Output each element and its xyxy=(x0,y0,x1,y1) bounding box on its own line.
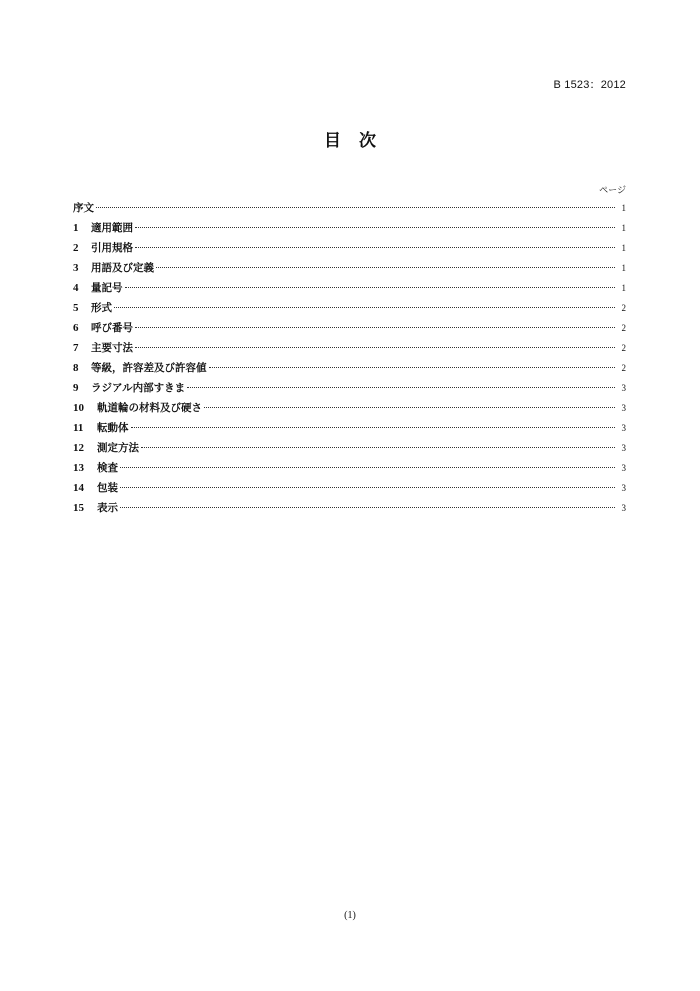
toc-entry-page: 3 xyxy=(621,403,626,413)
toc-entry-page: 1 xyxy=(621,243,626,253)
toc-dot-leader xyxy=(96,207,615,208)
toc-entry-label: 形式 xyxy=(91,302,112,314)
toc-dot-leader xyxy=(209,367,616,368)
toc-dot-leader xyxy=(120,487,615,488)
toc-entry-2[interactable] xyxy=(73,238,626,258)
toc-entry-label: 転動体 xyxy=(97,422,129,434)
toc-entry-number: 14 xyxy=(73,482,84,494)
toc-entry-label: 序文 xyxy=(73,202,94,214)
footer-page-number: (1) xyxy=(344,910,356,921)
toc-entry-5[interactable] xyxy=(73,298,626,318)
toc-entry-3[interactable] xyxy=(73,258,626,278)
table-of-contents xyxy=(73,198,626,518)
toc-dot-leader xyxy=(187,387,615,388)
toc-entry-number: 4 xyxy=(73,282,79,294)
toc-entry-14[interactable] xyxy=(73,478,626,498)
toc-entry-page: 2 xyxy=(621,343,626,353)
toc-entry-label: 包装 xyxy=(97,482,118,494)
toc-entry-page: 1 xyxy=(621,263,626,273)
toc-entry-page: 2 xyxy=(621,303,626,313)
toc-entry-label: 測定方法 xyxy=(97,442,139,454)
toc-entry-page: 2 xyxy=(621,323,626,333)
toc-entry-number: 8 xyxy=(73,362,79,374)
toc-entry-label: 軌道輪の材料及び硬さ xyxy=(97,402,202,414)
toc-entry-12[interactable] xyxy=(73,438,626,458)
toc-entry-label: 用語及び定義 xyxy=(91,262,154,274)
toc-entry-page: 3 xyxy=(621,423,626,433)
toc-dot-leader xyxy=(120,507,615,508)
toc-entry-number: 2 xyxy=(73,242,79,254)
toc-entry-number: 15 xyxy=(73,502,84,514)
toc-dot-leader xyxy=(114,307,615,308)
page-column-label: ページ xyxy=(599,186,626,196)
toc-entry-number: 5 xyxy=(73,302,79,314)
toc-dot-leader xyxy=(141,447,615,448)
toc-dot-leader xyxy=(135,327,615,328)
page-title: 目次 xyxy=(324,131,394,151)
toc-entry-number: 6 xyxy=(73,322,79,334)
toc-entry-preface[interactable] xyxy=(73,198,626,218)
toc-entry-page: 1 xyxy=(621,283,626,293)
toc-entry-label: 呼び番号 xyxy=(91,322,133,334)
toc-entry-number: 12 xyxy=(73,442,84,454)
toc-dot-leader xyxy=(135,227,615,228)
toc-entry-9[interactable] xyxy=(73,378,626,398)
toc-entry-label: 量記号 xyxy=(91,282,123,294)
toc-entry-label: 主要寸法 xyxy=(91,342,133,354)
toc-entry-page: 3 xyxy=(621,483,626,493)
toc-entry-label: ラジアル内部すきま xyxy=(91,382,186,394)
toc-entry-number: 9 xyxy=(73,382,79,394)
toc-entry-label: 適用範囲 xyxy=(91,222,133,234)
toc-entry-number: 11 xyxy=(73,422,84,434)
toc-entry-number: 10 xyxy=(73,402,84,414)
toc-entry-page: 3 xyxy=(621,503,626,513)
toc-dot-leader xyxy=(156,267,615,268)
toc-entry-label: 等級，許容差及び許容値 xyxy=(91,362,207,374)
toc-entry-11[interactable] xyxy=(73,418,626,438)
toc-entry-number: 13 xyxy=(73,462,84,474)
toc-entry-label: 引用規格 xyxy=(91,242,133,254)
toc-dot-leader xyxy=(135,347,615,348)
toc-entry-1[interactable] xyxy=(73,218,626,238)
toc-dot-leader xyxy=(125,287,616,288)
toc-entry-page: 3 xyxy=(621,463,626,473)
toc-dot-leader xyxy=(204,407,615,408)
toc-entry-7[interactable] xyxy=(73,338,626,358)
toc-entry-8[interactable] xyxy=(73,358,626,378)
toc-entry-4[interactable] xyxy=(73,278,626,298)
toc-entry-page: 3 xyxy=(621,443,626,453)
toc-entry-page: 3 xyxy=(621,383,626,393)
toc-entry-page: 1 xyxy=(621,203,626,213)
toc-entry-page: 1 xyxy=(621,223,626,233)
toc-entry-page: 2 xyxy=(621,363,626,373)
toc-entry-number: 7 xyxy=(73,342,79,354)
toc-entry-13[interactable] xyxy=(73,458,626,478)
toc-entry-10[interactable] xyxy=(73,398,626,418)
toc-entry-label: 表示 xyxy=(97,502,118,514)
toc-dot-leader xyxy=(135,247,615,248)
toc-entry-15[interactable] xyxy=(73,498,626,518)
toc-entry-number: 3 xyxy=(73,262,79,274)
toc-entry-label: 検査 xyxy=(97,462,118,474)
document-number: B 1523：2012 xyxy=(553,79,626,91)
toc-dot-leader xyxy=(131,427,616,428)
toc-dot-leader xyxy=(120,467,615,468)
toc-entry-number: 1 xyxy=(73,222,79,234)
toc-entry-6[interactable] xyxy=(73,318,626,338)
